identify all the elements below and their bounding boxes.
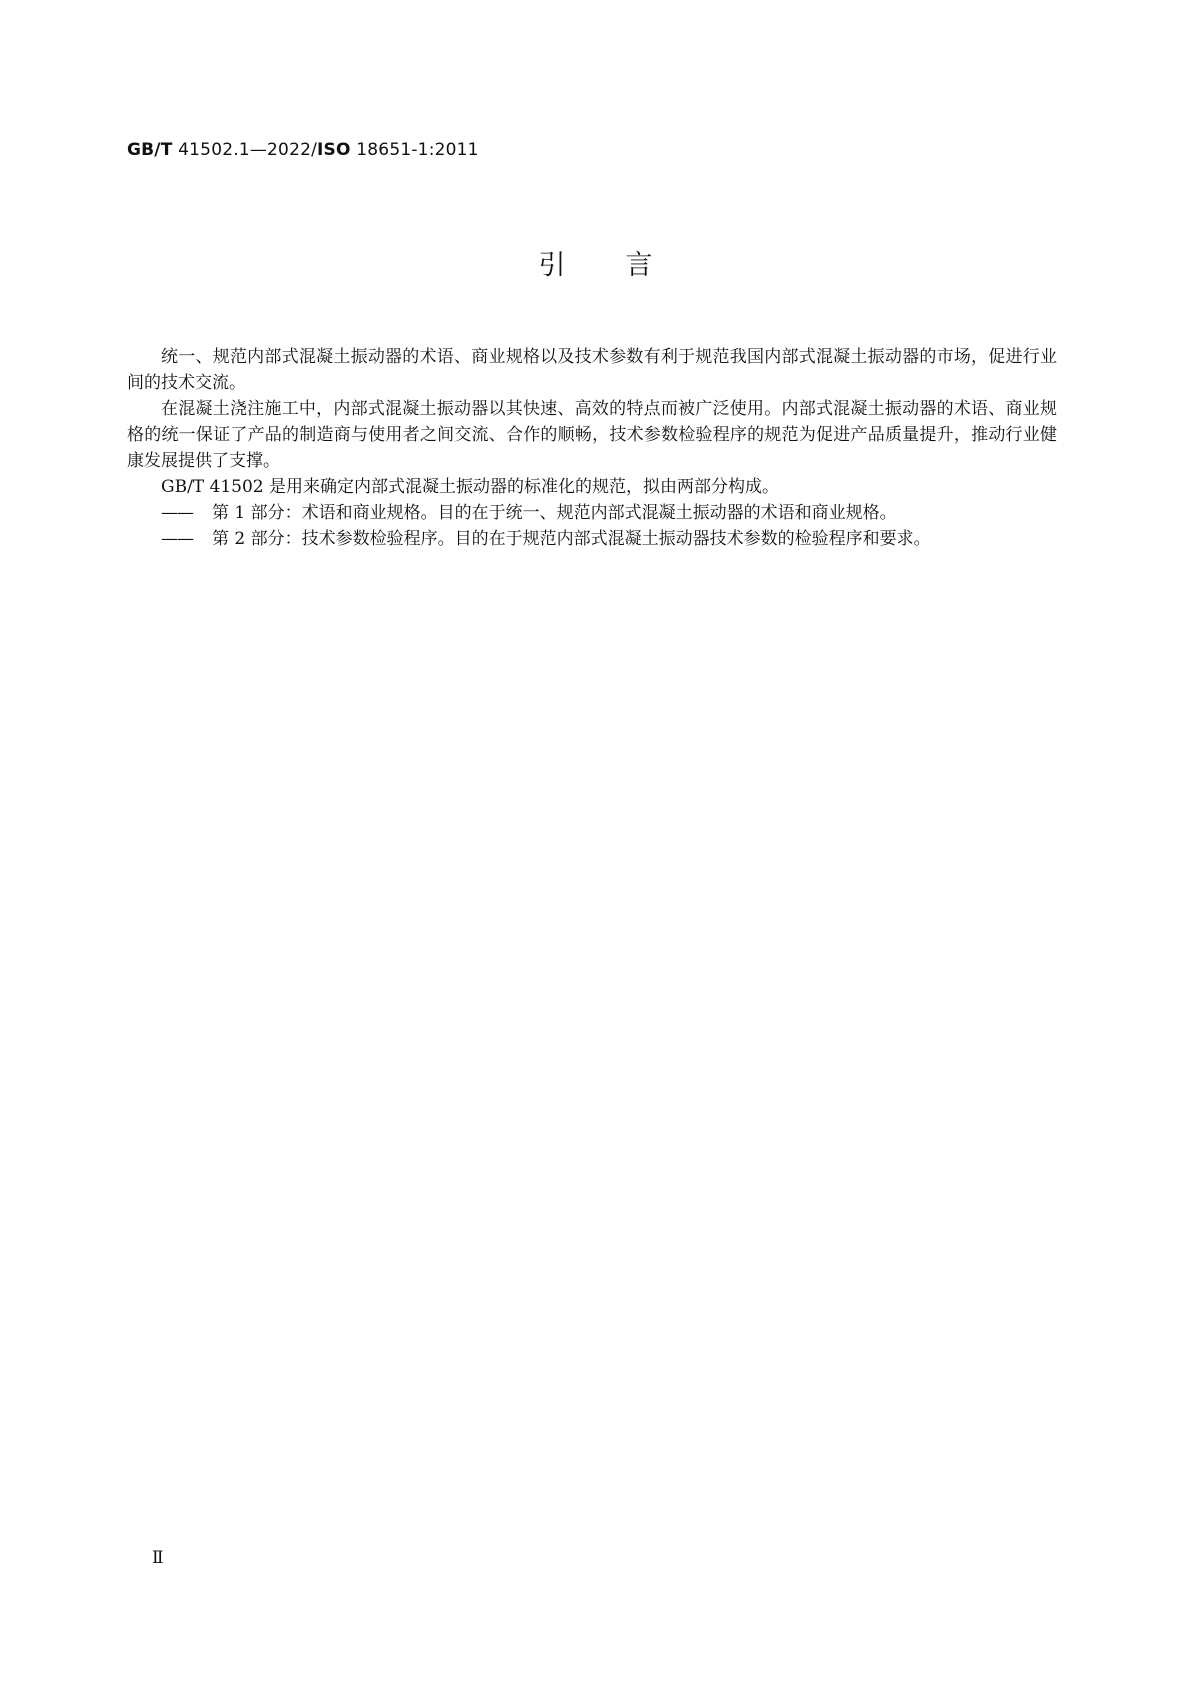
list-dash: ——	[161, 529, 193, 549]
list-item-text: 第 2 部分：技术参数检验程序。目的在于规范内部式混凝土振动器技术参数的检验程序和要求。	[212, 529, 931, 549]
list-item	[127, 526, 1057, 552]
paragraph: 在混凝土浇注施工中，内部式混凝土振动器以其快速、高效的特点而被广泛使用。内部式混凝土振动器的术语、商业规格的统一保证了产品的制造商与使用者之间交流、合作的顺畅，技术参数检验程序的规范为促进产品质量提升，推动行业健康发展提供了支撑。	[127, 399, 1057, 471]
standard-number-header	[127, 140, 479, 160]
standard-prefix-iso: ISO	[317, 140, 351, 160]
iso-standard-number: 18651-1:2011	[356, 140, 479, 160]
list-dash: ——	[161, 503, 193, 523]
section-title: 引言	[538, 250, 713, 281]
list-item-text: 第 1 部分：术语和商业规格。目的在于统一、规范内部式混凝土振动器的术语和商业规格。	[212, 503, 897, 523]
standard-number: 41502.1—2022/	[178, 140, 318, 160]
paragraph: 统一、规范内部式混凝土振动器的术语、商业规格以及技术参数有利于规范我国内部式混凝土振动器的市场，促进行业间的技术交流。	[127, 347, 1057, 393]
list-item	[127, 500, 1057, 526]
introduction-body	[127, 344, 1057, 552]
page-number: Ⅱ	[152, 1548, 164, 1568]
standard-prefix-gbt: GB/T	[127, 140, 173, 160]
paragraph: GB/T 41502 是用来确定内部式混凝土振动器的标准化的规范，拟由两部分构成。	[161, 477, 780, 497]
